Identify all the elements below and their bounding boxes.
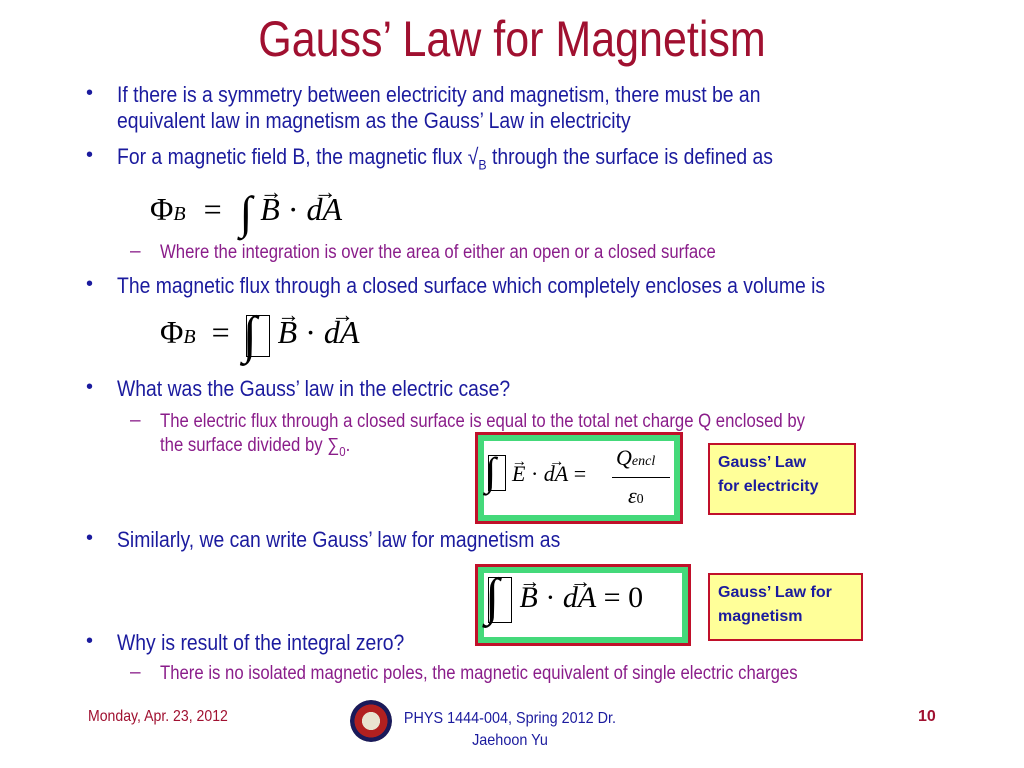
label-gauss-electricity — [708, 443, 856, 515]
subbullet-integration-area: Where the integration is over the area of either an open or a closed surface — [160, 242, 716, 263]
electric-gauss-equation-box — [475, 432, 683, 524]
bullet-marker: • — [86, 630, 94, 652]
flux-symbol-subscript: B — [478, 156, 487, 173]
bullet-symmetry-line1: If there is a symmetry between electricity and magnetism, there must be an — [117, 82, 761, 107]
magnetic-gauss-equation-box — [475, 564, 691, 646]
flux-symbol: √ — [467, 144, 479, 169]
dash-marker: – — [130, 241, 141, 262]
bullet-flux-definition — [117, 144, 773, 177]
equation-closed-flux — [160, 306, 360, 364]
dot-operator: · — [305, 314, 316, 350]
bullet-flux-text: For a magnetic field B, the magnetic flux — [117, 144, 468, 169]
bullet-marker: • — [86, 273, 94, 295]
bullet-marker: • — [86, 527, 94, 549]
charge-subscript: encl — [631, 454, 656, 469]
equation-open-flux — [150, 178, 343, 238]
label-line: Gauss’ Law for — [718, 584, 832, 601]
integral-sign: ∫ — [239, 187, 253, 238]
equals-sign: = — [573, 461, 587, 486]
footer-date: Monday, Apr. 23, 2012 — [88, 708, 228, 725]
vector-da: → dA — [306, 191, 342, 228]
slide-title: Gauss’ Law for Magnetism — [258, 11, 766, 67]
epsilon-subscript: 0 — [339, 443, 346, 459]
bullet-marker: • — [86, 376, 94, 398]
equals-sign: = — [203, 191, 222, 227]
label-gauss-magnetism — [708, 573, 863, 641]
phi-subscript: B — [173, 203, 186, 225]
subbullet-electric-flux-line2 — [160, 434, 350, 463]
bullet-why-zero: Why is result of the integral zero? — [117, 630, 405, 655]
closed-integral-sign: ∫ — [485, 569, 500, 626]
subbullet-text: the surface divided by — [160, 435, 328, 456]
charge-q: Q — [616, 445, 632, 470]
bullet-flux-text-end: through the surface is defined as — [486, 144, 773, 169]
footer-course — [384, 708, 636, 752]
subbullet-text-end: . — [345, 435, 351, 456]
dash-marker: – — [130, 662, 141, 683]
dot-operator: · — [545, 580, 556, 614]
phi-subscript: B — [183, 326, 196, 348]
vector-e: → E — [512, 461, 525, 487]
label-line: magnetism — [718, 608, 803, 625]
label-line: for electricity — [718, 478, 819, 495]
phi-symbol: Φ — [150, 191, 174, 227]
bullet-similarly: Similarly, we can write Gauss’ law for magnetism as — [117, 527, 561, 552]
subbullet-electric-flux-line1: The electric flux through a closed surface is equal to the total net charge Q enclosed by — [160, 411, 806, 432]
epsilon-symbol: ∑ — [327, 435, 340, 456]
vector-da: → dA — [563, 581, 596, 615]
vector-da: → dA — [544, 461, 568, 487]
subbullet-no-monopoles: There is no isolated magnetic poles, the magnetic equivalent of single electric charges — [160, 663, 798, 684]
vector-b: → B — [260, 191, 280, 228]
zero-result: 0 — [628, 580, 644, 614]
footer-course-line1: PHYS 1444-004, Spring 2012 Dr. — [403, 710, 617, 727]
vector-b: → B — [520, 581, 538, 615]
label-line: Gauss’ Law — [718, 454, 807, 471]
equation-magnetic-gauss — [485, 569, 644, 626]
dot-operator: · — [287, 191, 299, 227]
equation-electric-gauss — [485, 443, 678, 517]
equals-sign: = — [211, 314, 230, 350]
closed-integral-sign: ∫ — [485, 449, 496, 494]
page-number: 10 — [918, 708, 936, 725]
vector-b: → B — [278, 314, 298, 351]
fraction-bar — [612, 477, 670, 478]
bullet-marker: • — [86, 144, 94, 166]
bullet-closed-surface: The magnetic flux through a closed surface which completely encloses a volume is — [117, 273, 826, 298]
closed-integral-sign: ∫ — [242, 306, 257, 364]
epsilon-subscript: 0 — [636, 492, 644, 507]
epsilon-symbol: ε — [628, 483, 637, 508]
bullet-electric-question: What was the Gauss’ law in the electric case? — [117, 376, 511, 401]
vector-da: → dA — [324, 314, 360, 351]
bullet-marker: • — [86, 82, 94, 104]
footer-course-line2: Jaehoon Yu — [472, 732, 548, 749]
equals-sign: = — [603, 580, 621, 614]
phi-symbol: Φ — [160, 314, 184, 350]
bullet-symmetry-line2: equivalent law in magnetism as the Gauss’ Law in electricity — [117, 108, 631, 133]
dot-operator: · — [530, 461, 539, 486]
dash-marker: – — [130, 410, 141, 431]
